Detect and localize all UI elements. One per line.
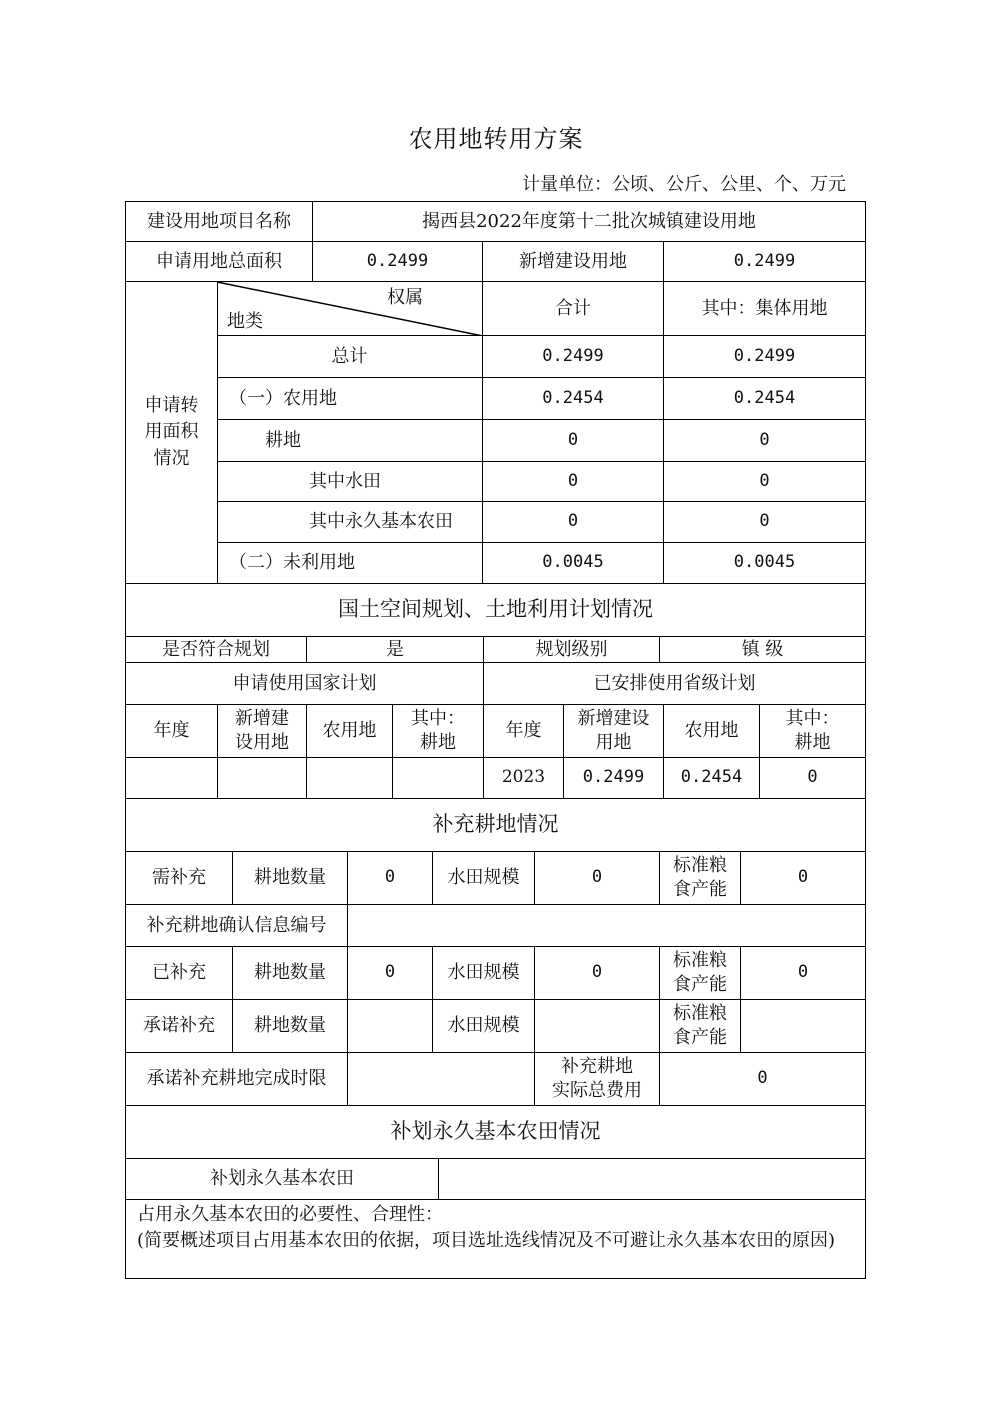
plan-values-row: [126, 758, 865, 799]
conversion-side-label: 申请转 用面积 情况: [126, 282, 218, 583]
planning-conform-row: [126, 637, 865, 663]
project-name-label: 建设用地项目名称: [126, 202, 313, 241]
national-plan-label: 申请使用国家计划: [126, 663, 484, 704]
total-area-value: 0.2499: [313, 242, 483, 281]
conversion-row-total: 0: [483, 462, 664, 501]
necessity-text: [137, 1202, 859, 1254]
plan-type-row: [126, 663, 865, 705]
promise-supplement-row: [126, 1000, 865, 1053]
provincial-cult-value: 0: [807, 767, 818, 788]
done-label: 已补充: [126, 947, 233, 999]
conversion-block: [126, 282, 865, 584]
planning-section-title: 国土空间规划、土地利用计划情况: [338, 597, 653, 622]
promise-grain-label: 标准粮 食产能: [660, 1000, 741, 1052]
conversion-row-collective: 0: [759, 511, 770, 532]
new-construction-value: 0.2499: [733, 250, 796, 271]
provincial-cult-header: 其中： 耕地: [785, 707, 840, 753]
done-paddy-value: 0: [535, 947, 660, 999]
farmland-section-title: 补划永久基本农田情况: [390, 1119, 601, 1144]
conversion-row-label: 耕地: [217, 420, 483, 461]
conversion-row-total: 0.2499: [483, 336, 664, 377]
necessity-heading: 占用永久基本农田的必要性、合理性：: [137, 1204, 443, 1225]
conversion-row-label: （二）未利用地: [217, 543, 483, 583]
confirm-number-row: [126, 905, 865, 947]
need-label: 需补充: [126, 852, 233, 904]
need-supplement-row: [126, 852, 865, 905]
promise-qty-label: 耕地数量: [233, 1000, 348, 1052]
conversion-row: [217, 543, 865, 583]
ownership-header: 权属: [387, 287, 423, 308]
need-grain-label: 标准粮 食产能: [660, 852, 741, 904]
project-name-row: [126, 202, 865, 242]
done-qty-label: 耕地数量: [233, 947, 348, 999]
supplement-section-row: [126, 799, 865, 852]
conversion-row-total: 0.0045: [483, 543, 664, 583]
national-year-header: 年度: [126, 705, 218, 757]
conversion-row: [217, 502, 865, 543]
need-grain-value: 0: [797, 867, 809, 888]
farmland-section-row: [126, 1106, 865, 1159]
promise-paddy-label: 水田规模: [433, 1000, 535, 1052]
provincial-plan-label: 已安排使用省级计划: [593, 672, 756, 694]
promise-qty-value: [348, 1000, 433, 1052]
land-conversion-form: [125, 201, 866, 1279]
conversion-row-label: （一）农用地: [217, 378, 483, 419]
done-qty-value: 0: [348, 947, 433, 999]
deadline-value: [348, 1053, 535, 1105]
confirm-number-value: [348, 905, 865, 946]
deadline-label: 承诺补充耕地完成时限: [126, 1053, 348, 1105]
farmland-row: [126, 1159, 865, 1200]
planning-section-row: [126, 584, 865, 637]
provincial-year-header: 年度: [484, 705, 564, 757]
conversion-row-label: 总计: [217, 336, 483, 377]
conversion-row-collective: 0.2454: [733, 387, 796, 408]
conversion-row: [217, 336, 865, 378]
conversion-row: [217, 462, 865, 502]
conversion-row-total: 0: [483, 502, 664, 542]
national-year-value: [126, 758, 218, 798]
conversion-row-collective: 0: [759, 429, 770, 450]
provincial-agri-header: 农用地: [664, 705, 760, 757]
national-agri-value: [307, 758, 393, 798]
measurement-unit: 计量单位：公顷、公斤、公里、个、万元: [522, 174, 846, 195]
conversion-row-total: 0.2454: [483, 378, 664, 419]
cost-value: 0: [757, 1068, 768, 1089]
conform-value: 是: [307, 637, 484, 662]
conversion-row: [217, 378, 865, 420]
conversion-row-label: 其中水田: [217, 462, 483, 501]
total-area-label: 申请用地总面积: [126, 242, 313, 281]
conversion-row-label: 其中永久基本农田: [217, 502, 483, 542]
promise-grain-value: [741, 1000, 865, 1052]
promise-label: 承诺补充: [126, 1000, 233, 1052]
necessity-row: [126, 1200, 865, 1278]
conversion-row-collective: 0.2499: [733, 345, 796, 366]
necessity-note: (简要概述项目占用基本农田的依据，项目选址选线情况及不可避让永久基本农田的原因): [137, 1230, 836, 1252]
collective-column-header: 其中：集体用地: [701, 297, 828, 319]
conform-label: 是否符合规划: [126, 637, 307, 662]
farmland-label: 补划永久基本农田: [126, 1159, 439, 1199]
land-type-header: 地类: [227, 311, 263, 332]
provincial-new-header: 新增建设 用地: [564, 705, 664, 757]
confirm-number-label: 补充耕地确认信息编号: [126, 905, 348, 946]
provincial-year-value: 2023: [484, 758, 564, 798]
provincial-agri-value: 0.2454: [664, 758, 760, 798]
national-cult-header: 其中： 耕地: [393, 705, 484, 757]
conversion-row: [217, 420, 865, 462]
promise-paddy-value: [535, 1000, 660, 1052]
provincial-new-value: 0.2499: [564, 758, 664, 798]
document-title: 农用地转用方案: [408, 125, 584, 153]
supplement-section-title: 补充耕地情况: [432, 812, 559, 837]
conversion-header-row: [217, 282, 865, 336]
done-grain-label: 标准粮 食产能: [660, 947, 741, 999]
national-new-value: [218, 758, 307, 798]
done-supplement-row: [126, 947, 865, 1000]
farmland-value: [439, 1159, 865, 1199]
total-area-row: [126, 242, 865, 282]
national-new-header: 新增建 设用地: [218, 705, 307, 757]
need-qty-label: 耕地数量: [233, 852, 348, 904]
national-cult-value: [393, 758, 484, 798]
project-name-value: 揭西县2022年度第十二批次城镇建设用地: [422, 210, 756, 232]
plan-header-row: [126, 705, 865, 758]
plan-level-value: 镇 级: [741, 638, 784, 660]
done-paddy-label: 水田规模: [433, 947, 535, 999]
new-construction-label: 新增建设用地: [483, 242, 664, 281]
total-column-header: 合计: [483, 282, 664, 335]
need-qty-value: 0: [348, 852, 433, 904]
done-grain-value: 0: [797, 962, 809, 983]
conversion-row-collective: 0: [759, 470, 770, 491]
diagonal-header-cell: [217, 282, 483, 335]
national-agri-header: 农用地: [307, 705, 393, 757]
conversion-row-total: 0: [483, 420, 664, 461]
conversion-row-collective: 0.0045: [733, 552, 796, 573]
need-paddy-label: 水田规模: [433, 852, 535, 904]
deadline-row: [126, 1053, 865, 1106]
cost-label: 补充耕地 实际总费用: [535, 1053, 660, 1105]
need-paddy-value: 0: [535, 852, 660, 904]
plan-level-label: 规划级别: [484, 637, 660, 662]
